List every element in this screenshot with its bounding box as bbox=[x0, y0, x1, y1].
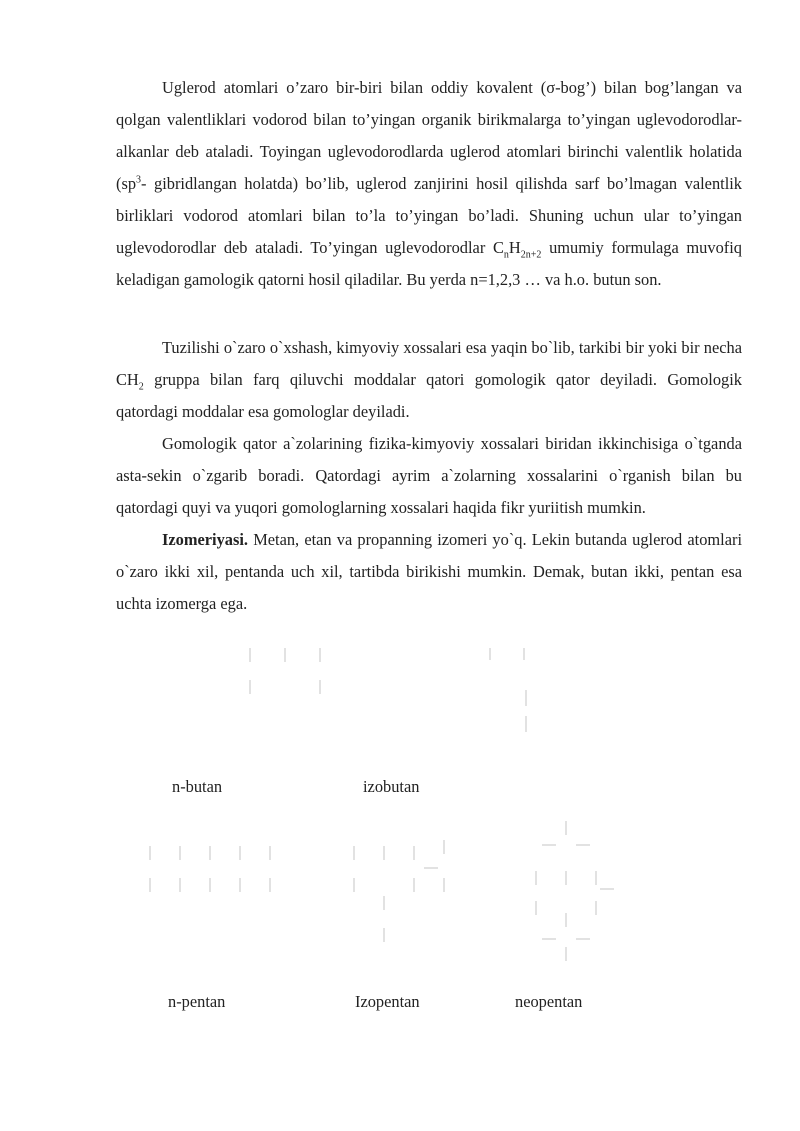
p1-text-2: - gibridlangan holatda) bo’lib, uglerod zanjirini hosil qilishda sarf bo’lmagan valentlik birliklari vodorod atomlari bilan to’la to’yingan bo’ladi. Shuning uchun ular to’yingan uglevodorodlar deb ataladi. To’yingan uglevodorodlar C bbox=[116, 174, 742, 257]
neopentan-label: neopentan bbox=[515, 992, 583, 1011]
paragraph-isomerism bbox=[116, 524, 742, 620]
p2-text-2: gruppa bilan farq qiluvchi moddalar qatori gomologik qator deyiladi. Gomologik qatordagi moddalar esa gomologlar deyiladi. bbox=[116, 370, 742, 421]
p4-text: Metan, etan va propanning izomeri yo`q. Lekin butanda uglerod atomlari o`zaro ikki xil, pentanda uch xil, tartibda birikishi mumkin. Demak, butan ikki, pentan esa uchta izomerga ega. bbox=[116, 530, 742, 613]
p1-text-3: H bbox=[508, 238, 521, 257]
isomerism-heading: Izomeriyasi. bbox=[162, 530, 249, 549]
p1-text-4: umumiy formulaga muvofiq keladigan gamologik qatorni hosil qiladilar. Bu yerda n=1,2,3 … va h.o. butun son. bbox=[116, 238, 742, 289]
n-pentane-structure bbox=[140, 840, 290, 900]
p1-sub-2n2: 2n+2 bbox=[520, 249, 542, 261]
n-pentan-label: n-pentan bbox=[168, 992, 226, 1011]
p1-sub-n: n bbox=[503, 249, 509, 261]
p1-sup-3: 3 bbox=[136, 174, 142, 186]
p3-text: Gomologik qator a`zolarining fizika-kimyoviy xossalari biridan ikkinchisiga o`tganda asta-sekin o`zgarib boradi. Qatordagi ayrim a`zolarning xossalarini o`rganish bilan bu qatordagi quyi va yuqori gomologlarning xossalari haqida fikr yuriitish mumkin. bbox=[116, 434, 742, 517]
isobutane-structure bbox=[440, 640, 580, 740]
p1-text-1: Uglerod atomlari o’zaro bir-biri bilan oddiy kovalent (σ-bog’) bilan bog’langan va qolgan valentliklari vodorod bilan to’yingan organik birikmalarga to’yingan uglevodorodlar- alkanlar deb ataladi. Toyingan uglevodorodlarda uglerod atomlari birinchi valentlik holatida (sp bbox=[116, 78, 742, 193]
isopentane-structure bbox=[340, 838, 470, 948]
paragraph-alkanes-definition bbox=[116, 72, 742, 296]
p2-text-1: Tuzilishi o`zaro o`xshash, kimyoviy xossalari esa yaqin bo`lib, tarkibi bir yoki bir necha CH bbox=[116, 338, 742, 389]
izopentan-label: Izopentan bbox=[355, 992, 420, 1011]
paragraph-homologous-series bbox=[116, 332, 742, 428]
p2-sub-2: 2 bbox=[138, 381, 144, 393]
n-butan-label: n-butan bbox=[172, 777, 223, 796]
n-butane-structure bbox=[180, 640, 350, 710]
paragraph-homolog-properties bbox=[116, 428, 742, 524]
izobutan-label: izobutan bbox=[363, 777, 420, 796]
neopentane-structure bbox=[520, 815, 630, 965]
